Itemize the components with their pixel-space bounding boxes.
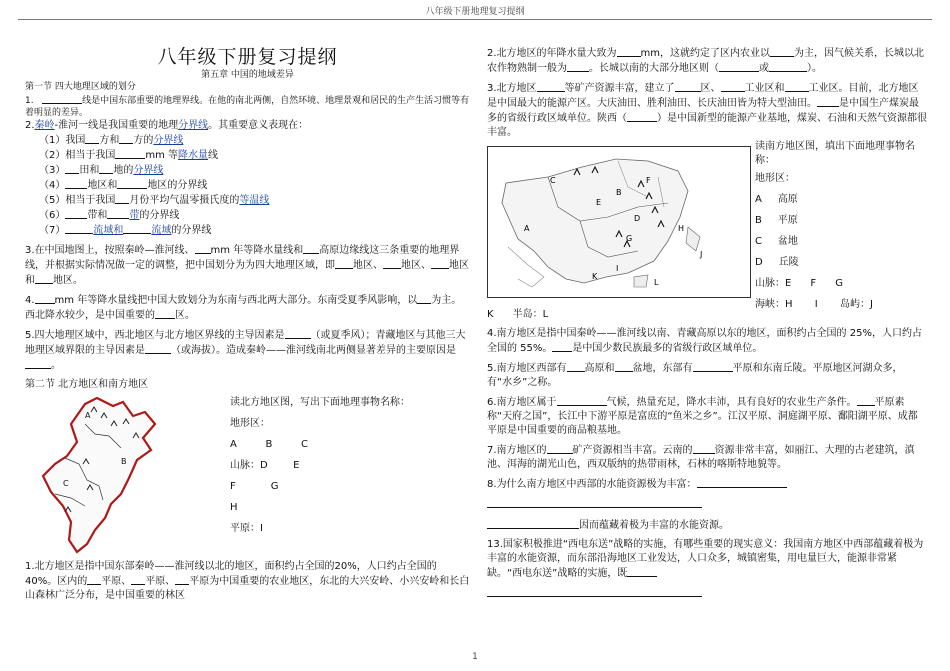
qinling-link[interactable]: 秦岭 (34, 120, 55, 131)
south-map-label-d: D (634, 214, 641, 223)
s1-item2: （2）相当于我国 mm 等降水量线 (39, 150, 219, 161)
page-number: 1 (472, 652, 478, 662)
s1-q2: 2.秦岭-淮河一线是我国重要的地理分界线。其重要意义表现在： (25, 120, 309, 131)
south-terrain-a: A 高原 (755, 194, 798, 205)
s1-item5: （5）相当于我国 月份平均气温零摄氏度的等温线 (39, 195, 270, 206)
r-q2: 2.北方地区的年降水量大致为 mm，这就约定了区内农业以 为主，因气候关系，长城以北农作物熟制一般为 。长城以南的大部分地区则（ 或 ）。 (487, 48, 925, 74)
south-map-label-e: E (596, 198, 602, 207)
r-q13-line (487, 586, 927, 602)
south-map-label-h: H (678, 224, 685, 233)
header-rule (18, 19, 932, 20)
r-q6: 6.南方地区属于 气候，热量充足，降水丰沛，具有良好的农业生产条件。 平原素称“天府之国”，长江中下游平原是富庶的“鱼米之乡”。江汉平原、洞庭湖平原、鄱阳湖平原、成都平原是中国重要的商品粮基地。 (487, 397, 918, 436)
r-q8-tail: 因而蕴藏着极为丰富的水能资源。 (487, 518, 927, 533)
r-q8: 8.为什么南方地区中西部的水能资源极为丰富： (487, 477, 927, 492)
south-map-label-k: K (592, 272, 598, 281)
r-q7: 7.南方地区的 矿产资源相当丰富。云南的 资源非常丰富，如丽江、大理的古老建筑，滇池、洱海的湖光山色，西双版纳的热带雨林，石林的喀斯特地貌等。 (487, 445, 915, 470)
r-q3: 3.北方地区 等矿产资源丰富，建立了 区、 工业区和 工业区。目前，北方地区是中国最大的能源产区。大庆油田、胜利油田、长庆油田皆为特大型油田。 是中国生产煤炭最多的省级行政区域单位。陕西（ ）是中国新型的能源产业基地，煤炭、石油和天然气资源都很丰富。 (487, 83, 927, 138)
south-map-label-a: A (524, 224, 530, 233)
north-mountains: 山脉：D E (230, 460, 300, 471)
south-map-label-b: B (616, 188, 622, 197)
r-q4: 4.南方地区是指中国秦岭——淮河线以南、青藏高原以东的地区，面积约占全国的 25%，人口约占全国的 55%。 是中国少数民族最多的省级行政区域单位。 (487, 328, 922, 354)
r-q13: 13.国家积极推进“西电东送”战略的实施，有哪些重要的现实意义：我国南方地区中西部蕴藏着极为丰富的水能资源，而东部沿海地区工业发达，人口众多，城镇密集，用电量巨大，能源非常紧缺。“西电东送”战略的实施，既 (487, 539, 924, 579)
s1-item3: （3） 田和 地的分界线 (39, 165, 164, 176)
r-q5: 5.南方地区西部有 高原和 盆地，东部有 平原和东南丘陵。平原地区河湖众多，有“水乡”之称。 (487, 363, 903, 388)
south-terrain-d: D 丘陵 (755, 257, 799, 268)
south-terrain-b: B 平原 (755, 215, 798, 226)
south-mountains: 山脉：E F G (755, 278, 843, 289)
map-label-b: B (121, 457, 127, 466)
north-terrain-label: 地形区： (230, 418, 270, 429)
map-label-c: C (63, 479, 69, 488)
s1-item4: （4） 地区和 地区的分界线 (39, 180, 208, 191)
map-label-a: A (85, 411, 91, 420)
r-q8-line (487, 497, 927, 513)
south-map-label-j: J (700, 250, 703, 259)
south-straits: 海峡：H I 岛屿：J (755, 299, 873, 310)
north-terrain-codes: A B C (230, 439, 308, 450)
south-terrain-c: C 盆地 (755, 236, 798, 247)
south-map-block (487, 140, 927, 308)
section1-heading: 第一节 四大地理区域的划分 (25, 82, 136, 92)
south-map-label-i: I (616, 264, 619, 273)
south-map-label-f: F (646, 176, 651, 185)
chapter-title: 第五章 中国的地域差异 (201, 70, 294, 80)
north-map-questions (230, 392, 470, 539)
s1-q4: 4. mm 年等降水量线把中国大致划分为东南与西北两大部分。东南受夏季风影响，以 为主。西北降水较少，是中国重要的 区。 (25, 295, 462, 321)
fenjiexian-link[interactable]: 分界线 (178, 120, 209, 131)
left-column (25, 46, 470, 603)
s1-item7: （7） 流域和 流域的分界线 (39, 225, 212, 236)
south-map-label-l: L (654, 278, 659, 287)
south-map-label-g: G (626, 234, 633, 243)
north-plain: 平原：I (230, 523, 263, 534)
north-map-block (25, 392, 470, 560)
south-terrain-label: 地形区： (755, 173, 795, 184)
south-map-prompt: 读南方地区图，填出下面地理事物名称： (755, 141, 915, 166)
s1-q1: 1. 线是中国东部重要的地理界线。在他的南北两侧，自然环境、地理景观和居民的生产生活习惯等有着明显的差异。 (25, 93, 470, 119)
s1-q3: 3.在中国地图上，按照秦岭—淮河线、 mm 年等降水量线和 高原边缘线这三条重要的地理界线，并根据实际情况做一定的调整，把中国划分为为四大地理区域，即 地区、 地区、 地区和 地区。 (25, 245, 469, 286)
right-column (487, 46, 927, 602)
s1-q5: 5.四大地理区域中，西北地区与北方地区界线的主导因素是 （或夏季风）；青藏地区与其他三大地理区域界限的主导因素是 （或海拔）。造成秦岭——淮河线南北两侧显著差异的主要原因是。 (25, 330, 466, 371)
south-map-label-c: C (550, 176, 556, 185)
document-title: 八年级下册复习提纲 (157, 46, 338, 68)
south-map-questions (755, 140, 930, 315)
s1-item6: （6） 带和 带的分界线 (39, 210, 180, 221)
south-peninsula: K 半岛：L (487, 309, 549, 320)
s2-q1: 1.北方地区是指中国东部秦岭——淮河线以北的地区，面积约占全国的20%，人口约占全国的 40%。区内的 平原、 平原、 平原为中国重要的农业地区，东北的大兴安岭、小兴安岭和长白山森林广泛分布，是中国重要的林区 (25, 561, 470, 601)
north-region-map (25, 394, 225, 559)
north-fg: F G (230, 481, 279, 492)
s1-item1: （1）我国 方和 方的分界线 (39, 135, 184, 146)
running-header: 八年级下册地理复习提纲 (425, 7, 525, 17)
section2-heading: 第二节 北方地区和南方地区 (25, 379, 149, 390)
south-region-map (487, 146, 751, 298)
north-map-prompt: 读北方地区图，写出下面地理事物名称： (230, 397, 410, 408)
north-h: H (230, 502, 238, 513)
